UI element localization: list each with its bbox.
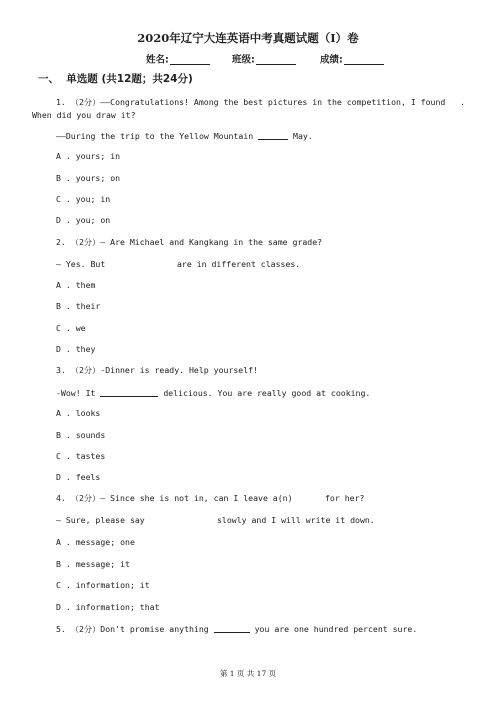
- option: D . you; on: [56, 215, 111, 225]
- question-3-text: 3. （2分）-Dinner is ready. Help yourself!: [56, 365, 259, 375]
- option: C . tastes: [56, 451, 106, 461]
- option: A . them: [56, 280, 96, 290]
- name-field: [146, 55, 210, 65]
- class-field: [232, 55, 296, 65]
- answer-blank: [258, 131, 288, 140]
- question-4-line2: — Sure, please say: [56, 515, 145, 525]
- score-label: 成绩:: [320, 54, 343, 66]
- class-label: 班级:: [232, 54, 255, 66]
- page-title: 2020年辽宁大连英语中考真题试题（I）卷: [137, 31, 359, 45]
- option: D . feels: [56, 472, 101, 482]
- name-blank: [170, 55, 210, 65]
- answer-blank: [214, 624, 250, 633]
- option: C . information; it: [56, 580, 150, 590]
- option: C . you; in: [56, 194, 111, 204]
- question-1-line3: ——During the trip to the Yellow Mountain May.: [56, 130, 313, 141]
- question-4-line2-rest: slowly and I will write it down.: [217, 515, 375, 525]
- option: B . message; it: [56, 559, 130, 569]
- class-blank: [256, 55, 296, 65]
- option: B . yours; on: [56, 173, 121, 183]
- question-2-line2-rest: are in different classes.: [177, 259, 301, 269]
- question-5-text: 5. （2分）Don't promise anything you are one hundred percent sure.: [56, 623, 418, 634]
- page-footer: 第 1 页 共 17 页: [219, 669, 277, 678]
- question-1-end: .: [460, 97, 465, 107]
- option: A . looks: [56, 408, 101, 418]
- question-4-text-rest: for her?: [325, 493, 365, 503]
- option: A . yours; in: [56, 151, 121, 161]
- section-heading: 一、 单选题 (共12题；共24分): [38, 73, 193, 85]
- answer-blank: [100, 388, 158, 397]
- name-label: 姓名:: [146, 54, 169, 66]
- option: C . we: [56, 323, 86, 333]
- question-2-text: 2. （2分）— Are Michael and Kangkang in the same grade?: [56, 237, 323, 247]
- question-1-line2: When did you draw it?: [32, 110, 136, 120]
- option: B . sounds: [56, 430, 106, 440]
- score-field: [320, 55, 384, 65]
- option: B . their: [56, 301, 101, 311]
- question-4-text: 4. （2分）— Since she is not in, can I leave a(n): [56, 493, 293, 503]
- question-1-text: 1. （2分）——Congratulations! Among the best pictures in the competition, I found: [56, 97, 446, 107]
- option: D . they: [56, 344, 96, 354]
- option: D . information; that: [56, 602, 160, 612]
- question-3-line2: -Wow! It delicious. You are really good at cooking.: [56, 387, 371, 398]
- score-blank: [344, 55, 384, 65]
- question-2-line2: — Yes. But: [56, 259, 106, 269]
- option: A . message; one: [56, 537, 135, 547]
